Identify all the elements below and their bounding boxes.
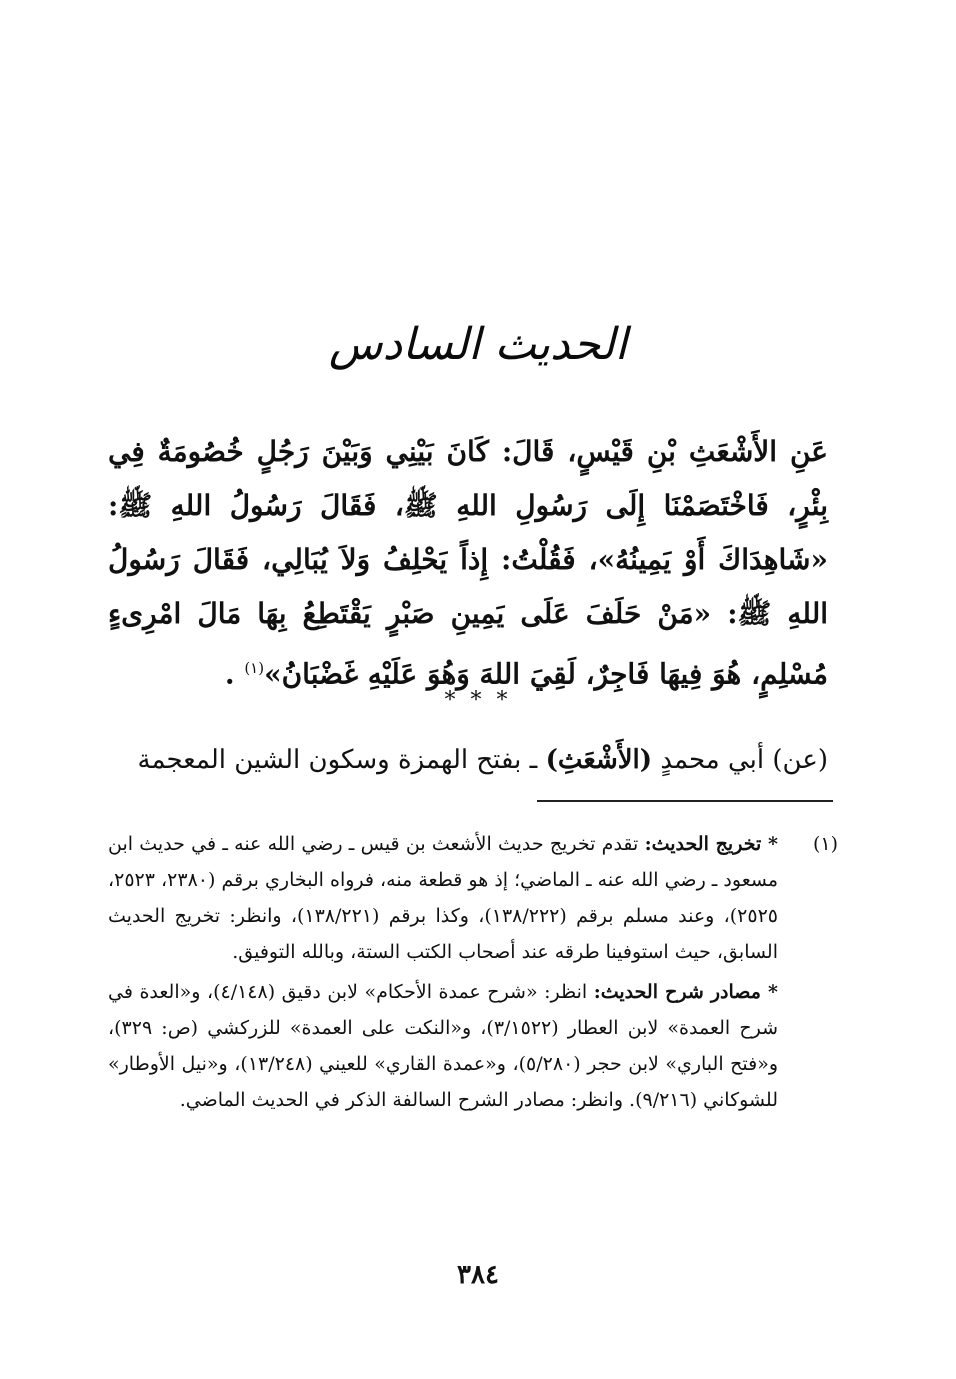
hadith-text	[108, 425, 828, 701]
section-separator: * * *	[444, 688, 512, 713]
footnote-text: انظر: «شرح عمدة الأحكام» لابن دقيق (٤/١٤٨)، و«العدة في شرح العمدة» لابن العطار (٣/١٥٢٢)، و«النكت على العمدة» للزركشي (ص: ٣٢٩)، و«فتح الباري» لابن حجر (٥/٢٨٠)، و«عمدة القاري» للعيني (١٣/٢٤٨)، و«نيل الأوطار» للشوكاني (٩/٢١٦). وانظر: مصادر الشرح السالفة الذكر في الحديث الماضي.	[108, 981, 779, 1111]
page-number: ٣٨٤	[457, 1260, 499, 1290]
commentary-line	[108, 735, 828, 785]
footnote-text: تقدم تخريج حديث الأشعث بن قيس ـ رضي الله عنه ـ في حديث ابن مسعود ـ رضي الله عنه ـ الماضي؛ إذ هو قطعة منه، فرواه البخاري برقم (٢٣٨٠، ٢٥٢٣، ٢٥٢٥)، وعند مسلم برقم (١٣٨/٢٢٢)، وكذا برقم (١٣٨/٢٢١)، وانظر: تخريج الحديث السابق، حيث استوفينا طرقه عند أصحاب الكتب الستة، وبالله التوفيق.	[108, 833, 779, 963]
footnotes	[108, 826, 838, 1118]
footnote-item	[108, 826, 838, 970]
commentary-rest: ـ بفتح الهمزة وسكون الشين المعجمة	[137, 745, 538, 775]
footnote-item	[108, 974, 838, 1118]
hadith-end: .	[224, 657, 235, 691]
footnote-number: (١)	[812, 833, 838, 855]
footnote-divider	[537, 800, 833, 802]
commentary-an: (عن)	[772, 745, 828, 775]
hadith-body: عَنِ الأَشْعَثِ بْنِ قَيْسٍ، قَالَ: كَانَ بَيْنِي وَبَيْنَ رَجُلٍ خُصُومَةٌ فِي بِئْرٍ، فَاخْتَصَمْنَا إِلَى رَسُولِ اللهِ ﷺ، فَقَالَ رَسُولُ اللهِ ﷺ: «شَاهِدَاكَ أَوْ يَمِينُهُ»، فَقُلْتُ: إِذاً يَحْلِفُ وَلاَ يُبَالِي، فَقَالَ رَسُولُ اللهِ ﷺ: «مَنْ حَلَفَ عَلَى يَمِينِ صَبْرٍ يَقْتَطِعُ بِهَا مَالَ امْرِىءٍ مُسْلِمٍ، هُوَ فِيهَا فَاجِرٌ، لَقِيَ اللهَ وَهُوَ عَلَيْهِ غَضْبَانُ»	[108, 435, 828, 691]
commentary-ashath: (الأَشْعَثِ)	[545, 745, 653, 775]
footnote-heading: * مصادر شرح الحديث:	[593, 981, 778, 1003]
commentary-name: أبي محمدٍ	[660, 745, 765, 775]
chapter-title: الحديث السادس	[328, 319, 628, 370]
footnote-heading: * تخريج الحديث:	[644, 833, 778, 855]
footnote-reference[interactable]: (١)	[244, 659, 265, 677]
